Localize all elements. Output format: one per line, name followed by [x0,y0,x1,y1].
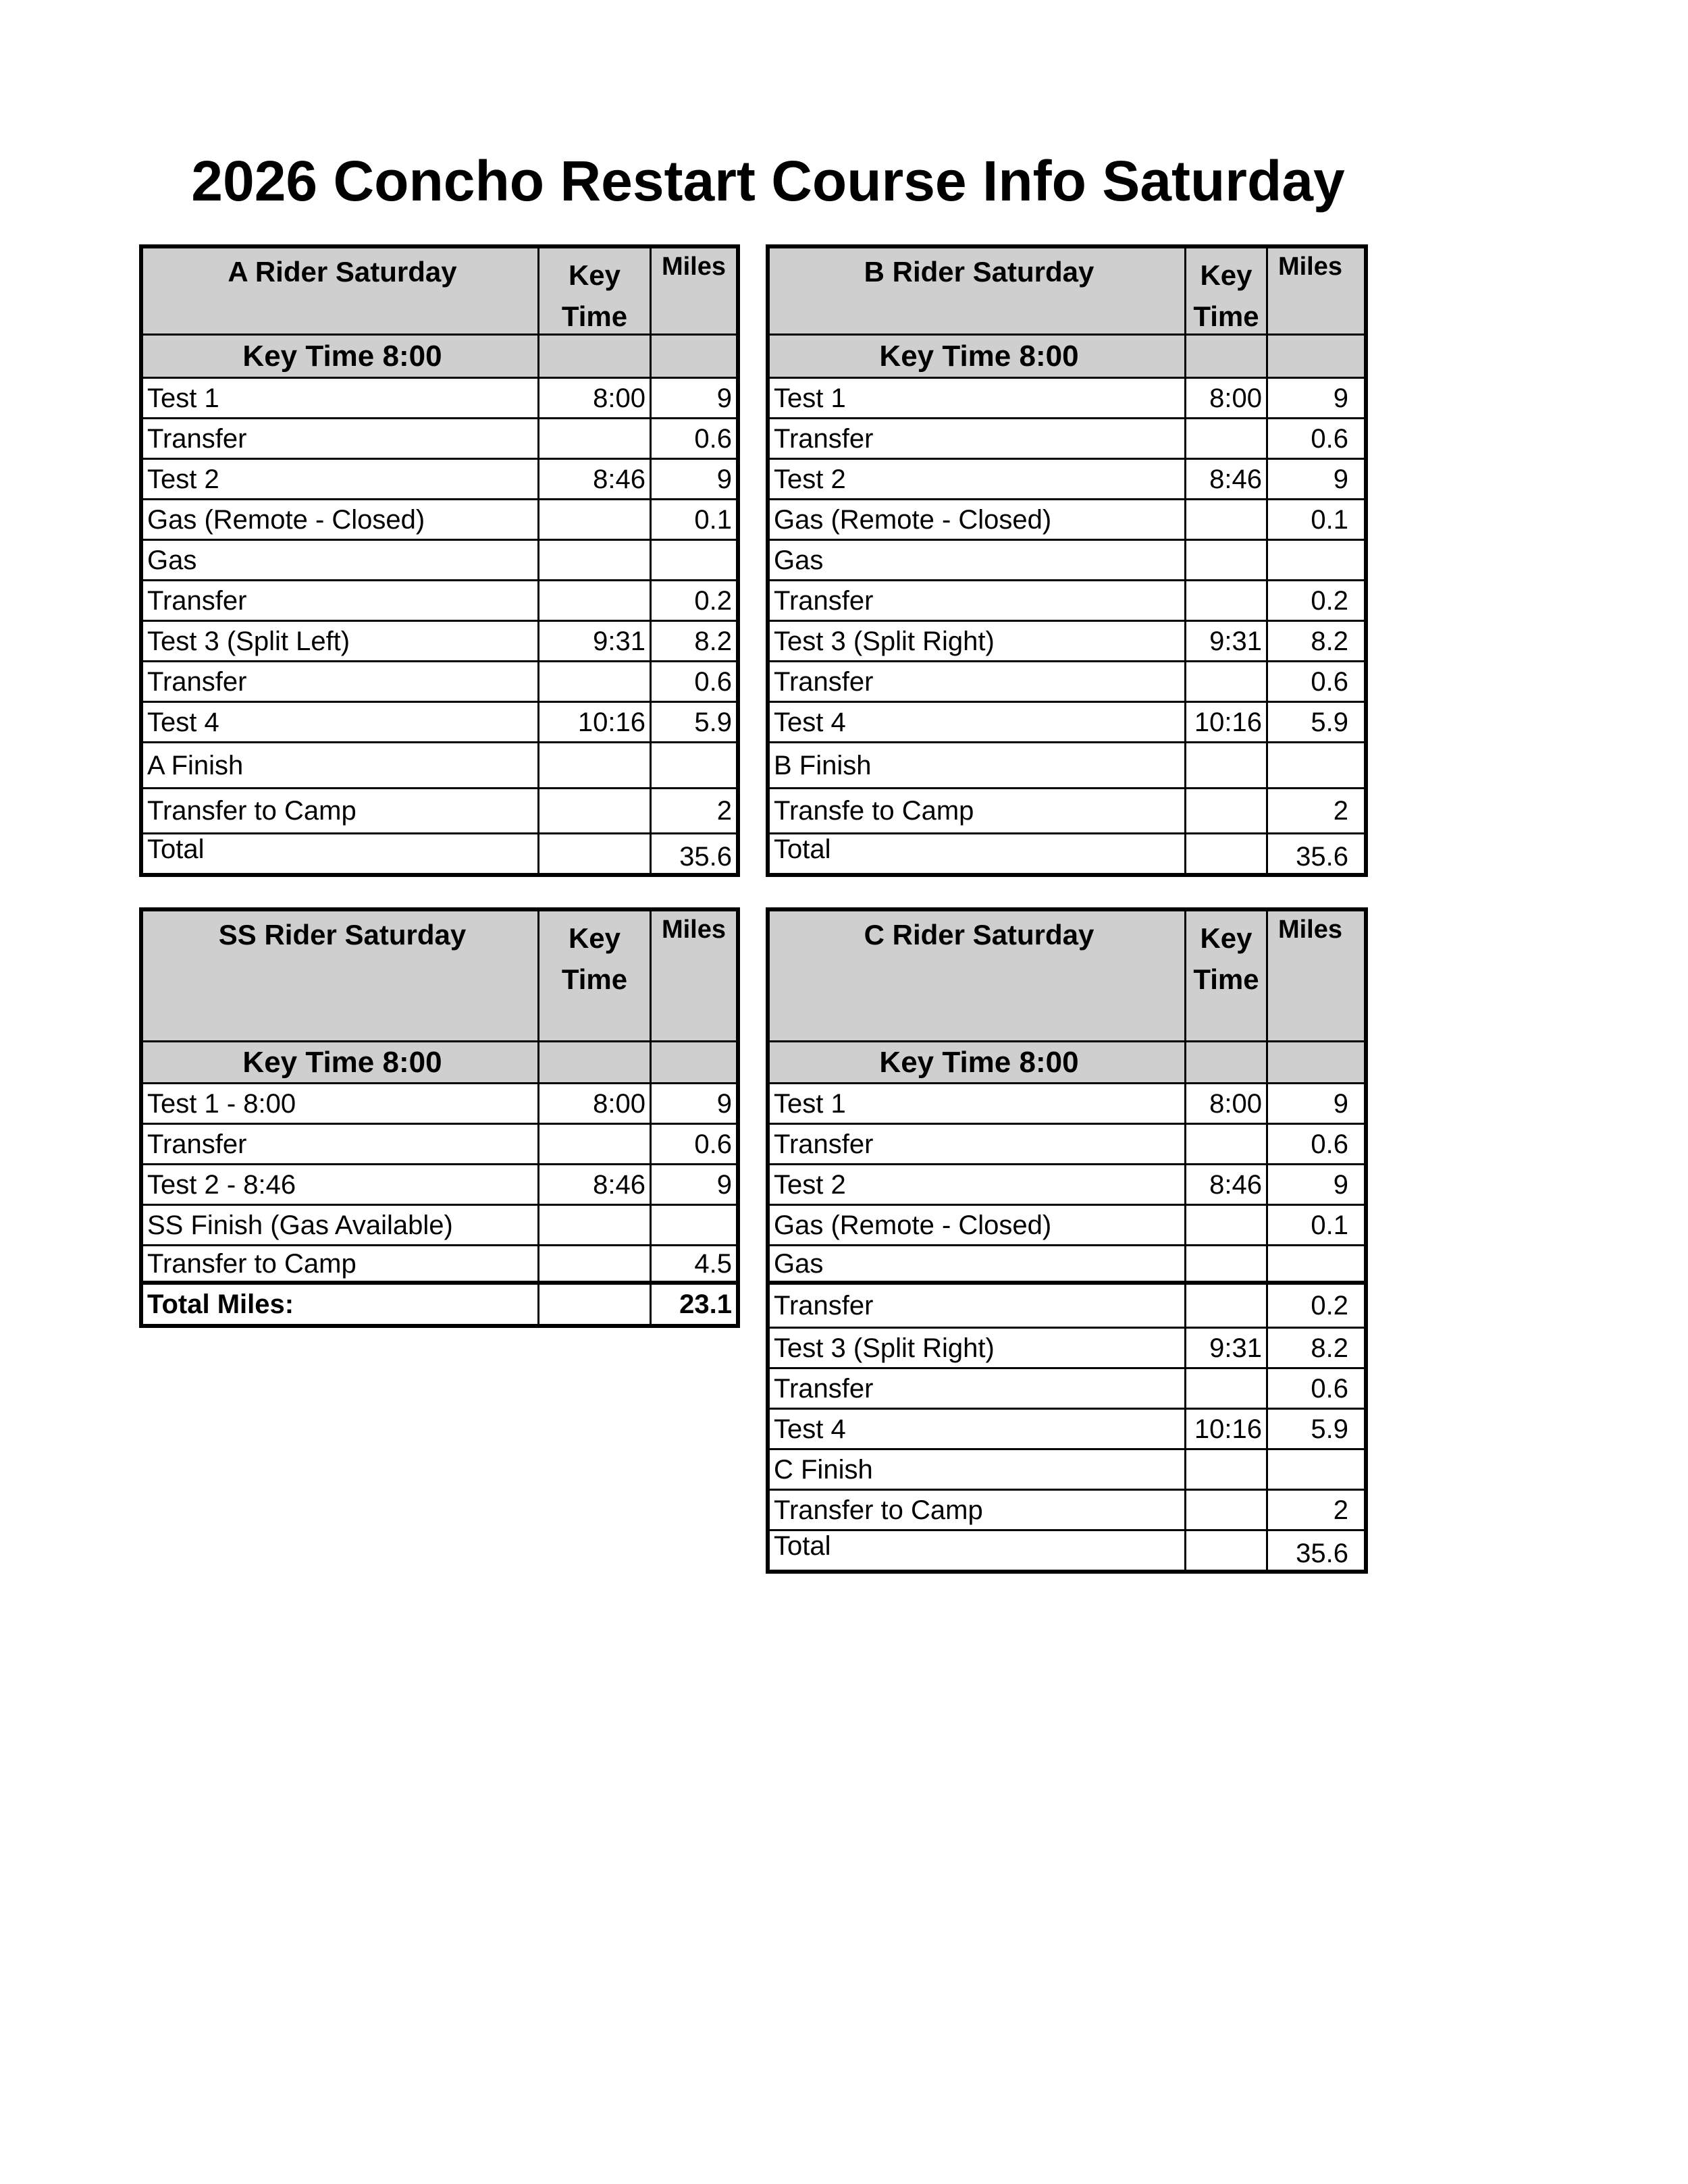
table-row [770,1367,1364,1408]
row-label: Transfer [774,585,874,616]
row-label: Transfer to Camp [147,1248,357,1279]
total-label: Total [147,834,205,864]
row-label: Test 3 (Split Right) [774,626,995,656]
row-label: Gas [774,1248,824,1279]
table-header-row [770,248,1364,334]
row-key-time [1184,1531,1266,1570]
table-row [143,1204,736,1244]
key-time-column-header: Key Time [1184,911,1266,1040]
row-key-time: 9:31 [1184,1329,1266,1367]
row-miles: 0.6 [650,662,736,701]
table-row [143,787,736,832]
row-miles: 0.1 [1266,1206,1352,1244]
row-key-time [1184,541,1266,579]
row-key-time: 8:00 [1184,1084,1266,1123]
row-miles: 2 [1266,789,1352,832]
table-header-row [143,911,736,1040]
row-label: Test 4 [147,707,219,737]
row-key-time: 10:16 [537,703,650,741]
total-miles: 35.6 [1266,834,1352,873]
row-key-time: 9:31 [537,622,650,660]
row-miles [1266,1246,1352,1281]
row-label: Gas [774,545,824,575]
row-key-time: 10:16 [1184,703,1266,741]
row-miles: 2 [650,789,736,832]
row-miles [650,1206,736,1244]
total-miles: 35.6 [650,834,736,873]
row-miles: 0.2 [1266,581,1352,620]
row-label: Transfer [774,1373,874,1404]
total-miles: 35.6 [1266,1531,1352,1570]
row-key-time [1184,1450,1266,1489]
row-label: Test 1 [774,383,846,413]
key-time-subheader: Key Time 8:00 [879,1045,1079,1079]
row-key-time [537,500,650,539]
row-label: Test 4 [774,707,846,737]
row-label: C Finish [774,1454,873,1485]
total-row [770,832,1364,873]
row-key-time [1184,1285,1266,1327]
row-label: Gas (Remote - Closed) [147,504,425,535]
row-miles: 9 [650,1165,736,1204]
total-label: Total [774,834,831,864]
key-time-subheader-row [770,1040,1364,1082]
row-key-time [537,834,650,873]
row-label: Gas [147,545,197,575]
row-label: Gas (Remote - Closed) [774,1210,1052,1240]
key-time-subheader: Key Time 8:00 [879,339,1079,373]
row-key-time [537,581,650,620]
table-row [143,539,736,579]
row-key-time [1184,789,1266,832]
table-row [143,458,736,498]
row-key-time [537,1285,650,1324]
row-key-time [1184,419,1266,458]
table-row [143,1123,736,1163]
row-miles [1266,1450,1352,1489]
table-title: B Rider Saturday [864,256,1094,288]
row-miles: 8.2 [1266,622,1352,660]
row-key-time [1184,1369,1266,1408]
table-row [770,741,1364,787]
row-miles: 9 [1266,379,1352,417]
table-title: A Rider Saturday [228,256,457,288]
table-row [770,1489,1364,1529]
row-miles: 9 [650,460,736,498]
row-miles: 0.1 [650,500,736,539]
row-label: Test 2 [147,464,219,494]
row-key-time: 9:31 [1184,622,1266,660]
row-label: Transfer [147,666,247,697]
table-row [143,1244,736,1285]
row-key-time [1184,834,1266,873]
table-title: SS Rider Saturday [218,919,467,951]
row-label: Transfer [774,423,874,454]
row-miles: 0.6 [1266,419,1352,458]
row-label: B Finish [774,750,872,780]
row-label: Test 2 [774,464,846,494]
row-miles: 5.9 [1266,1410,1352,1448]
row-miles: 9 [1266,1165,1352,1204]
total-label: Total [774,1531,831,1561]
key-time-column-header: Key Time [537,248,650,334]
row-miles [1266,743,1352,787]
row-miles: 9 [1266,1084,1352,1123]
c-rider-table [766,907,1368,1574]
ss-rider-table [139,907,740,1328]
row-key-time [1184,581,1266,620]
table-row [770,1327,1364,1367]
row-label: Test 1 [774,1088,846,1119]
table-row [143,620,736,660]
row-miles [650,743,736,787]
table-row [770,787,1364,832]
table-row [143,741,736,787]
row-key-time [537,419,650,458]
miles-column-header: Miles [650,248,736,334]
row-label: SS Finish (Gas Available) [147,1210,453,1240]
row-miles: 0.6 [1266,1125,1352,1163]
table-row [770,458,1364,498]
row-key-time [537,1246,650,1281]
row-label: Transfer [774,1129,874,1159]
row-label: Test 3 (Split Right) [774,1333,995,1363]
table-row [770,620,1364,660]
miles-column-header: Miles [1266,248,1352,334]
row-label: Transfer [147,1129,247,1159]
row-miles: 4.5 [650,1246,736,1281]
table-row [143,498,736,539]
row-miles: 0.6 [650,419,736,458]
key-time-column-header: Key Time [1184,248,1266,334]
table-row [770,1163,1364,1204]
row-key-time [1184,1491,1266,1529]
table-row [770,579,1364,620]
row-key-time: 8:00 [537,1084,650,1123]
table-header-row [143,248,736,334]
row-miles: 8.2 [1266,1329,1352,1367]
table-row [770,1285,1364,1327]
row-key-time [1184,743,1266,787]
table-row [770,1204,1364,1244]
key-time-subheader: Key Time 8:00 [242,339,442,373]
row-miles: 0.2 [650,581,736,620]
row-key-time: 8:00 [1184,379,1266,417]
row-miles [1266,541,1352,579]
row-key-time [537,541,650,579]
a-rider-table [139,244,740,877]
row-key-time: 10:16 [1184,1410,1266,1448]
total-row [143,1285,736,1324]
row-key-time [537,662,650,701]
row-key-time [1184,1246,1266,1281]
row-label: Transfer [147,585,247,616]
row-key-time [537,1206,650,1244]
b-rider-table [766,244,1368,877]
row-label: Test 1 - 8:00 [147,1088,296,1119]
row-key-time [537,1125,650,1163]
row-key-time [1184,1206,1266,1244]
row-miles [650,541,736,579]
row-label: Transfer [774,1291,874,1321]
table-header-row [770,911,1364,1040]
row-label: Transfer [774,666,874,697]
row-key-time: 8:00 [537,379,650,417]
row-key-time [1184,1125,1266,1163]
key-time-subheader-row [143,1040,736,1082]
table-row [143,417,736,458]
page-title: 2026 Concho Restart Course Info Saturday [191,149,1345,213]
row-key-time [1184,500,1266,539]
table-title: C Rider Saturday [864,919,1094,951]
row-miles: 0.6 [1266,1369,1352,1408]
row-miles: 9 [650,1084,736,1123]
table-row [143,579,736,620]
total-label: Total Miles: [147,1289,294,1319]
row-label: Test 4 [774,1414,846,1444]
miles-column-header: Miles [1266,911,1352,1040]
row-label: Transfe to Camp [774,796,974,826]
row-miles: 8.2 [650,622,736,660]
table-row [770,377,1364,417]
row-miles: 0.1 [1266,500,1352,539]
row-label: Transfer [147,423,247,454]
key-time-column-header: Key Time [537,911,650,1040]
row-miles: 0.6 [650,1125,736,1163]
miles-column-header: Miles [650,911,736,1040]
total-row [143,832,736,873]
row-label: Test 1 [147,383,219,413]
table-row [143,377,736,417]
total-row [770,1529,1364,1570]
key-time-subheader-row [143,334,736,377]
row-miles: 0.2 [1266,1285,1352,1327]
row-key-time [537,789,650,832]
table-row [143,1082,736,1123]
table-row [770,498,1364,539]
row-label: Gas (Remote - Closed) [774,504,1052,535]
row-miles: 0.6 [1266,662,1352,701]
row-key-time: 8:46 [1184,1165,1266,1204]
table-row [770,660,1364,701]
table-row [143,701,736,741]
row-label: Test 2 [774,1169,846,1200]
table-row [770,417,1364,458]
row-key-time: 8:46 [537,1165,650,1204]
row-miles: 5.9 [650,703,736,741]
row-key-time: 8:46 [537,460,650,498]
table-row [770,1408,1364,1448]
row-miles: 5.9 [1266,703,1352,741]
table-row [770,1448,1364,1489]
row-key-time: 8:46 [1184,460,1266,498]
row-label: Test 3 (Split Left) [147,626,350,656]
table-row [770,539,1364,579]
row-label: Test 2 - 8:46 [147,1169,296,1200]
table-row [770,1244,1364,1285]
table-row [143,1163,736,1204]
row-miles: 9 [650,379,736,417]
table-row [143,660,736,701]
table-row [770,1123,1364,1163]
row-label: A Finish [147,750,244,780]
key-time-subheader-row [770,334,1364,377]
key-time-subheader: Key Time 8:00 [242,1045,442,1079]
row-label: Transfer to Camp [147,796,357,826]
row-miles: 9 [1266,460,1352,498]
table-row [770,701,1364,741]
row-label: Transfer to Camp [774,1495,983,1525]
row-miles: 2 [1266,1491,1352,1529]
table-row [770,1082,1364,1123]
row-key-time [537,743,650,787]
total-miles: 23.1 [650,1285,736,1324]
row-key-time [1184,662,1266,701]
